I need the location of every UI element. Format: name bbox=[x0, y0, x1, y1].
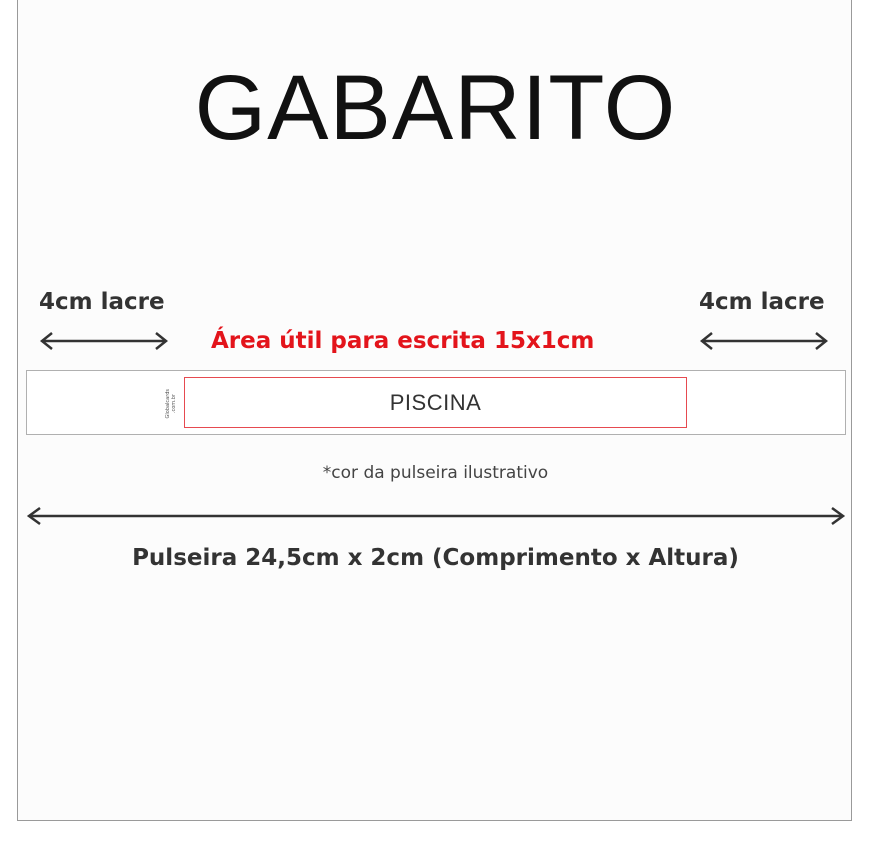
left-seal-label: 4cm lacre bbox=[39, 289, 165, 315]
template-frame bbox=[17, 0, 852, 821]
wristband-outline bbox=[26, 370, 846, 435]
right-seal-label: 4cm lacre bbox=[699, 289, 825, 315]
writing-area-box bbox=[184, 377, 687, 428]
brand-line-1: Globalcards bbox=[164, 389, 171, 419]
right-seal-arrow-icon bbox=[700, 331, 828, 351]
dimension-label: Pulseira 24,5cm x 2cm (Comprimento x Altura) bbox=[132, 545, 739, 571]
color-note: *cor da pulseira ilustrativo bbox=[322, 463, 549, 483]
left-seal-arrow-icon bbox=[40, 331, 168, 351]
writing-area-text: PISCINA bbox=[389, 389, 482, 415]
page-title: GABARITO bbox=[194, 57, 677, 159]
total-length-arrow-icon bbox=[27, 506, 845, 526]
writing-area-label: Área útil para escrita 15x1cm bbox=[211, 328, 595, 354]
brand-line-2: .com.br bbox=[170, 394, 177, 414]
brand-mark bbox=[162, 379, 180, 429]
